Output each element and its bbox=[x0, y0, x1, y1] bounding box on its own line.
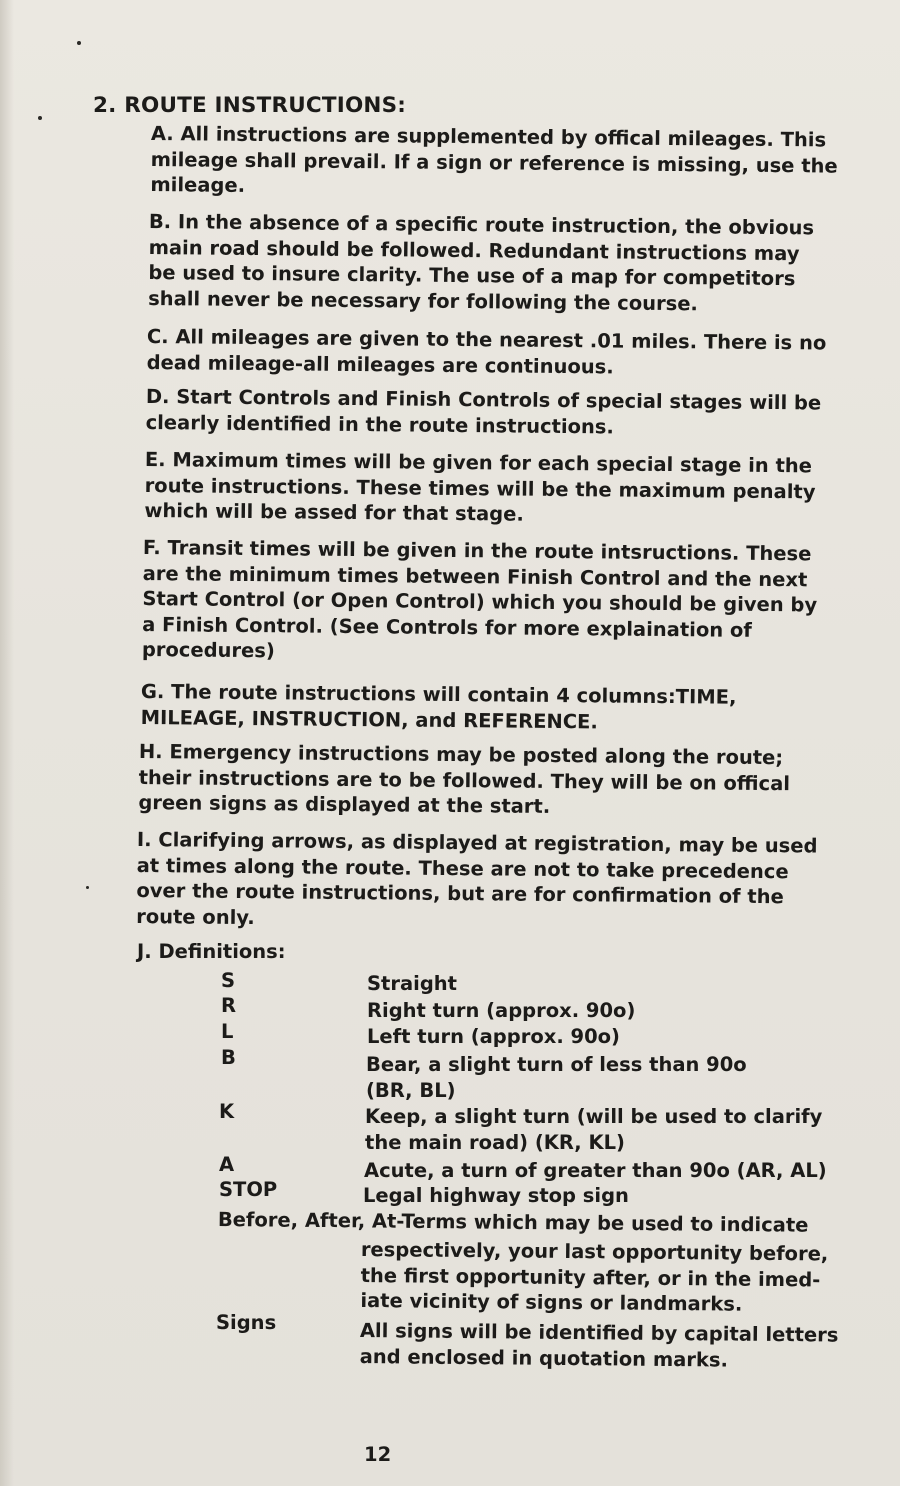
page-number: 12 bbox=[364, 1443, 392, 1466]
definition-text bbox=[367, 971, 457, 997]
definition-term: K bbox=[219, 1100, 235, 1123]
text-line: G. The route instructions will contain 4 columns:TIME, bbox=[140, 679, 737, 709]
definition-text bbox=[367, 998, 635, 1024]
text-line: I. Clarifying arrows, as displayed at registration, may be used bbox=[136, 827, 818, 858]
paragraph-g bbox=[141, 679, 737, 736]
paragraph-a bbox=[150, 121, 838, 204]
text-line: (BR, BL) bbox=[366, 1078, 456, 1102]
definition-text bbox=[363, 1183, 629, 1209]
print-speck bbox=[86, 886, 89, 889]
definition-term: R bbox=[221, 994, 237, 1017]
paragraph-d bbox=[146, 384, 822, 441]
text-line: E. Maximum times will be given for each special stage in the bbox=[144, 447, 813, 478]
text-line: clearly identified in the route instructions. bbox=[145, 410, 615, 438]
definition-term: Signs bbox=[216, 1311, 277, 1334]
text-line: over the route instructions, but are for confirmation of the bbox=[136, 878, 784, 909]
paragraph-e bbox=[144, 447, 816, 530]
definition-term: B bbox=[221, 1046, 236, 1069]
definition-term: STOP bbox=[219, 1178, 278, 1201]
text-line: route only. bbox=[136, 904, 255, 929]
text-line: route instructions. These times will be the maximum penalty bbox=[144, 473, 816, 503]
text-line: Straight bbox=[367, 972, 457, 995]
text-line: their instructions are to be followed. They will be on offical bbox=[138, 765, 791, 795]
text-line: Start Control (or Open Control) which you should be given by bbox=[142, 586, 818, 617]
text-line: Keep, a slight turn (will be used to clarify bbox=[365, 1105, 823, 1128]
text-line: a Finish Control. (See Controls for more explaination of bbox=[142, 612, 752, 642]
definition-text bbox=[367, 1024, 620, 1050]
definition-text bbox=[365, 1104, 822, 1155]
definition-term: A bbox=[219, 1153, 235, 1176]
text-line: procedures) bbox=[141, 637, 275, 663]
text-line: mileage shall prevail. If a sign or reference is missing, use the bbox=[150, 147, 838, 178]
section-heading: 2. ROUTE INSTRUCTIONS: bbox=[93, 93, 407, 118]
definition-text bbox=[366, 1052, 747, 1103]
definition-term: L bbox=[221, 1020, 234, 1043]
text-line: Bear, a slight turn of less than 90o bbox=[366, 1053, 747, 1076]
text-line: at times along the route. These are not to take precedence bbox=[136, 853, 789, 883]
text-line: All signs will be identified by capital letters bbox=[359, 1319, 839, 1347]
definition-term: S bbox=[221, 969, 236, 992]
text-line: main road should be followed. Redundant instructions may bbox=[148, 235, 800, 265]
print-speck bbox=[38, 116, 42, 120]
text-line: are the minimum times between Finish Control and the next bbox=[142, 561, 808, 591]
text-line: the main road) (KR, KL) bbox=[365, 1130, 625, 1154]
text-line: A. All instructions are supplemented by offical mileages. This bbox=[150, 121, 827, 152]
text-line: and enclosed in quotation marks. bbox=[359, 1344, 729, 1372]
text-line: iate vicinity of signs or landmarks. bbox=[360, 1288, 743, 1316]
definitions-heading: J. Definitions: bbox=[137, 940, 286, 963]
text-line: be used to insure clarity. The use of a map for competitors bbox=[148, 260, 796, 291]
text-line: MILEAGE, INSTRUCTION, and REFERENCE. bbox=[140, 705, 598, 733]
text-line: mileage. bbox=[150, 172, 246, 197]
text-line: shall never be necessary for following the course. bbox=[148, 286, 699, 315]
text-line: Acute, a turn of greater than 90o (AR, AL) bbox=[364, 1159, 827, 1182]
text-line: B. In the absence of a specific route instruction, the obvious bbox=[148, 209, 815, 240]
paragraph-i bbox=[136, 827, 818, 936]
text-line: D. Start Controls and Finish Controls of special stages will be bbox=[145, 384, 822, 415]
definition-term: Before, After, At-Terms which may be used to indicate bbox=[217, 1208, 809, 1237]
text-line: H. Emergency instructions may be posted along the route; bbox=[138, 739, 784, 770]
text-line: Left turn (approx. 90o) bbox=[367, 1025, 620, 1048]
print-speck bbox=[77, 41, 81, 45]
text-line: Legal highway stop sign bbox=[363, 1184, 629, 1207]
paragraph-f bbox=[142, 535, 818, 669]
text-line: which will be assed for that stage. bbox=[144, 498, 524, 526]
text-line: green signs as displayed at the start. bbox=[138, 790, 551, 818]
text-line: Right turn (approx. 90o) bbox=[367, 999, 636, 1022]
paragraph-c bbox=[147, 324, 827, 382]
text-line: C. All mileages are given to the nearest .01 miles. There is no bbox=[146, 324, 827, 355]
definition-text bbox=[360, 1318, 839, 1374]
text-line: dead mileage-all mileages are continuous. bbox=[146, 350, 614, 378]
definition-text bbox=[364, 1158, 827, 1184]
text-line: respectively, your last opportunity before, bbox=[360, 1238, 829, 1266]
text-line: the first opportunity after, or in the imed- bbox=[360, 1263, 821, 1291]
definition-text bbox=[360, 1237, 828, 1318]
paragraph-b bbox=[148, 209, 814, 317]
text-line: F. Transit times will be given in the route intsructions. These bbox=[142, 535, 812, 566]
paragraph-h bbox=[138, 739, 790, 822]
